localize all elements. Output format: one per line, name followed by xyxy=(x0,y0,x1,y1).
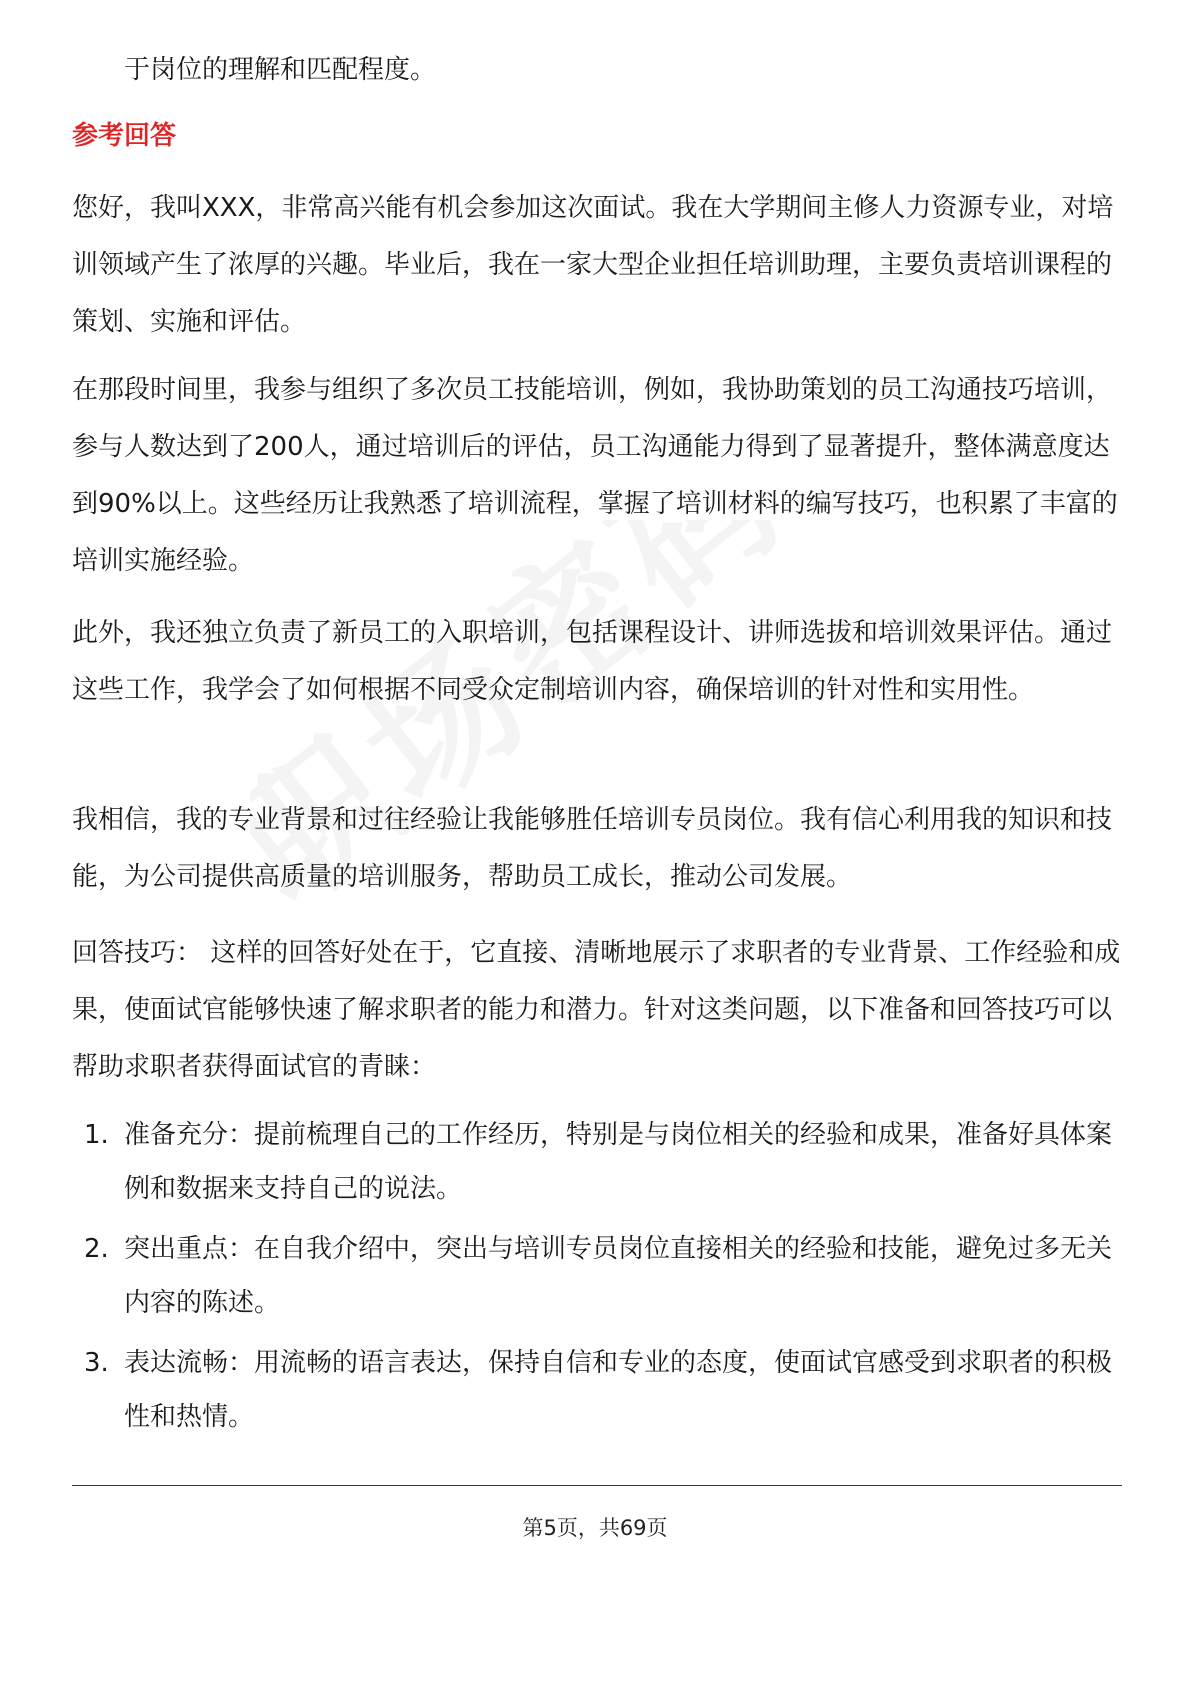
list-item xyxy=(72,1108,1122,1216)
page-number: 第5页，共69页 xyxy=(522,1516,668,1540)
list-item-text: 突出重点：在自我介绍中，突出与培训专员岗位直接相关的经验和技能，避免过多无关内容的陈述。 xyxy=(124,1234,1113,1318)
list-item-number: 2. xyxy=(84,1234,109,1264)
list-item xyxy=(72,1336,1122,1444)
paragraph-1: 您好，我叫XXX，非常高兴能有机会参加这次面试。我在大学期间主修人力资源专业，对培训领域产生了浓厚的兴趣。毕业后，我在一家大型企业担任培训助理，主要负责培训课程的策划、实施和评估。 xyxy=(72,193,1114,337)
paragraph-4: 我相信，我的专业背景和过往经验让我能够胜任培训专员岗位。我有信心利用我的知识和技能，为公司提供高质量的培训服务，帮助员工成长，推动公司发展。 xyxy=(72,805,1113,892)
list-item-text: 表达流畅：用流畅的语言表达，保持自信和专业的态度，使面试官感受到求职者的积极性和热情。 xyxy=(124,1348,1113,1432)
list-item-text: 准备充分：提前梳理自己的工作经历，特别是与岗位相关的经验和成果，准备好具体案例和数据来支持自己的说法。 xyxy=(124,1120,1113,1204)
paragraph-2: 在那段时间里，我参与组织了多次员工技能培训，例如，我协助策划的员工沟通技巧培训，参与人数达到了200人，通过培训后的评估，员工沟通能力得到了显著提升，整体满意度达到90%以上。这些经历让我熟悉了培训流程，掌握了培训材料的编写技巧，也积累了丰富的培训实施经验。 xyxy=(72,375,1118,576)
intro-line: 于岗位的理解和匹配程度。 xyxy=(124,55,437,85)
section-heading: 参考回答 xyxy=(72,121,177,151)
paragraph-3: 此外，我还独立负责了新员工的入职培训，包括课程设计、讲师选拔和培训效果评估。通过这些工作，我学会了如何根据不同受众定制培训内容，确保培训的针对性和实用性。 xyxy=(72,618,1113,705)
tips-list xyxy=(72,1108,1122,1450)
list-item-number: 1. xyxy=(84,1120,109,1150)
list-item xyxy=(72,1222,1122,1330)
footer-divider xyxy=(72,1485,1122,1486)
answer-tips-paragraph: 回答技巧： 这样的回答好处在于，它直接、清晰地展示了求职者的专业背景、工作经验和成果，使面试官能够快速了解求职者的能力和潜力。针对这类问题，以下准备和回答技巧可以帮助求职者获得面试官的青睐： xyxy=(72,938,1121,1082)
list-item-number: 3. xyxy=(84,1348,109,1378)
